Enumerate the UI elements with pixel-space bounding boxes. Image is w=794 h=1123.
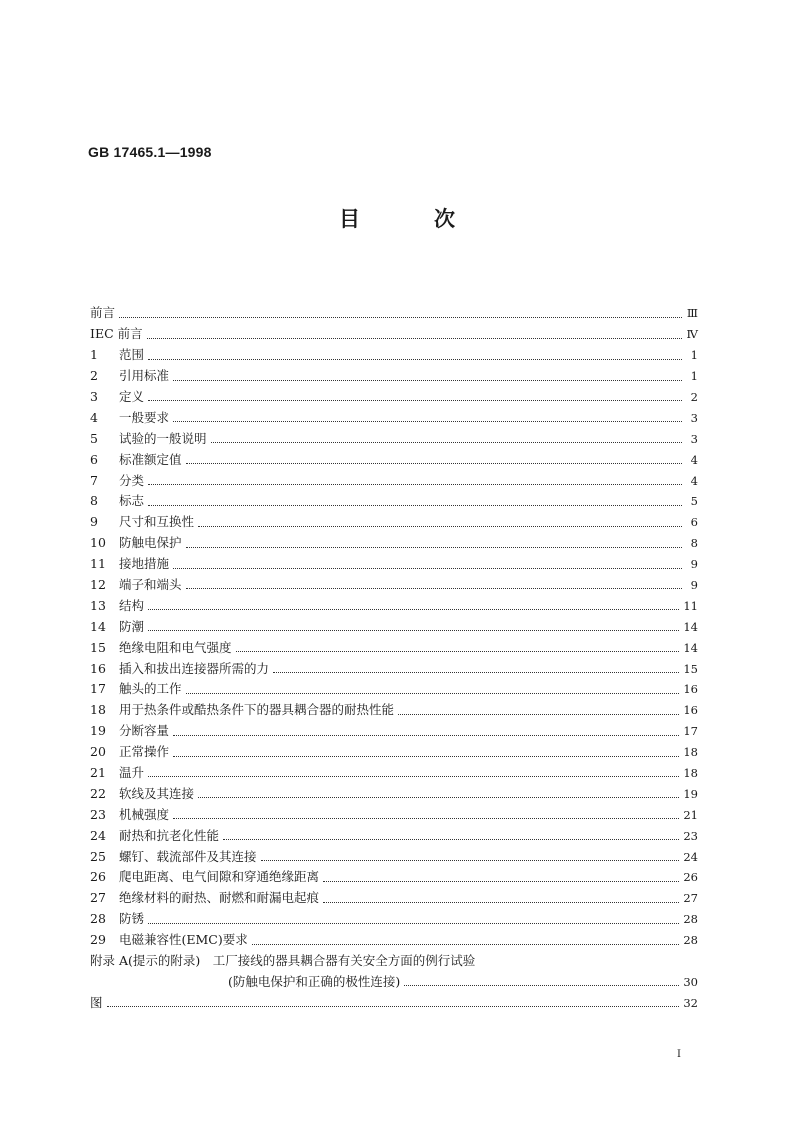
toc-entry-label: 结构 xyxy=(119,597,145,613)
page-title xyxy=(0,203,794,233)
leader-dots xyxy=(323,881,679,882)
toc-entry-number: 17 xyxy=(90,681,106,697)
toc-entry-page: 4 xyxy=(690,452,698,467)
toc-entry-label: 爬电距离、电气间隙和穿通绝缘距离 xyxy=(119,869,320,885)
toc-entry-number: 6 xyxy=(90,451,98,467)
toc-entry-number: 3 xyxy=(90,388,98,404)
toc-entry-page: 28 xyxy=(683,912,698,927)
toc-entry-label: 接地措施 xyxy=(119,556,170,572)
leader-dots xyxy=(404,985,679,986)
toc-entry-figures[interactable] xyxy=(90,988,698,1009)
toc-entry[interactable] xyxy=(90,738,698,759)
toc-entry-page: 18 xyxy=(683,765,698,780)
toc-entry-page: 15 xyxy=(683,661,698,676)
toc-entry[interactable] xyxy=(90,779,698,800)
toc-entry-page: 18 xyxy=(683,745,698,760)
toc-entry-number: 4 xyxy=(90,409,98,425)
toc-entry-page: 17 xyxy=(683,724,698,739)
toc-entry[interactable] xyxy=(90,842,698,863)
leader-dots xyxy=(398,714,679,715)
toc-entry[interactable] xyxy=(90,383,698,404)
toc-entry[interactable] xyxy=(90,884,698,905)
toc-entry[interactable] xyxy=(90,591,698,612)
toc-entry-label: 前言 xyxy=(90,305,116,321)
leader-dots xyxy=(173,380,682,381)
toc-entry[interactable] xyxy=(90,341,698,362)
toc-entry-number: 2 xyxy=(90,368,98,384)
leader-dots xyxy=(198,526,682,527)
toc-entry-appendix[interactable] xyxy=(90,947,698,968)
toc-entry-label: 分断容量 xyxy=(119,723,170,739)
toc-entry-label: 插入和拔出连接器所需的力 xyxy=(119,660,270,676)
toc-entry[interactable] xyxy=(90,696,698,717)
leader-dots xyxy=(148,484,682,485)
toc-entry-number: 14 xyxy=(90,618,106,634)
toc-entry-label: 引用标准 xyxy=(119,368,170,384)
title-char-2: 次 xyxy=(434,207,455,231)
toc-entry-label: 机械强度 xyxy=(119,806,170,822)
leader-dots xyxy=(186,463,682,464)
toc-entry-appendix-continuation[interactable] xyxy=(90,968,698,989)
toc-entry-page: 4 xyxy=(690,473,698,488)
toc-entry[interactable] xyxy=(90,800,698,821)
toc-entry-page: 11 xyxy=(683,598,698,613)
leader-dots xyxy=(173,568,682,569)
toc-entry-label: 耐热和抗老化性能 xyxy=(119,827,220,843)
toc-entry-number: 10 xyxy=(90,535,106,551)
toc-entry-page: 28 xyxy=(683,933,698,948)
toc-entry-page: 30 xyxy=(683,974,698,989)
toc-entry-label: 防潮 xyxy=(119,618,145,634)
leader-dots xyxy=(148,630,679,631)
leader-dots xyxy=(252,944,680,945)
toc-entry-page: 16 xyxy=(683,703,698,718)
toc-entry-page: 3 xyxy=(690,431,698,446)
toc-entry-page: 1 xyxy=(690,369,698,384)
toc-entry-page: 16 xyxy=(683,682,698,697)
toc-entry-page: 9 xyxy=(690,577,698,592)
toc-entry[interactable] xyxy=(90,529,698,550)
toc-entry-page: 14 xyxy=(683,619,698,634)
toc-entry-label: 标志 xyxy=(119,493,145,509)
leader-dots xyxy=(223,839,679,840)
toc-entry-number: 15 xyxy=(90,639,106,655)
toc-entry-label: 图 xyxy=(90,994,103,1010)
toc-entry-number: 26 xyxy=(90,869,106,885)
toc-entry-label: 绝缘电阻和电气强度 xyxy=(119,639,232,655)
leader-dots xyxy=(173,735,679,736)
toc-entry-number: 23 xyxy=(90,806,106,822)
page-number: I xyxy=(677,1049,681,1060)
toc-entry-page: 9 xyxy=(690,557,698,572)
toc-entry-number: 16 xyxy=(90,660,106,676)
toc-entry-number: 29 xyxy=(90,932,106,948)
leader-dots xyxy=(198,797,679,798)
toc-entry[interactable] xyxy=(90,863,698,884)
leader-dots xyxy=(186,693,680,694)
toc-entry-number: 24 xyxy=(90,827,106,843)
leader-dots xyxy=(186,588,682,589)
leader-dots xyxy=(148,400,682,401)
toc-entry-label: 一般要求 xyxy=(119,409,170,425)
toc-entry[interactable] xyxy=(90,821,698,842)
leader-dots xyxy=(148,359,682,360)
toc-entry-number: 18 xyxy=(90,702,106,718)
title-char-1: 目 xyxy=(339,207,360,231)
toc-entry[interactable] xyxy=(90,905,698,926)
toc-entry-number: 25 xyxy=(90,848,106,864)
leader-dots xyxy=(261,860,680,861)
leader-dots xyxy=(148,776,679,777)
toc-entry-number: 7 xyxy=(90,472,98,488)
leader-dots xyxy=(148,609,679,610)
toc-entry-page: 26 xyxy=(683,870,698,885)
leader-dots xyxy=(211,442,682,443)
toc-entry-page: 1 xyxy=(690,348,698,363)
toc-entry-page: Ⅲ xyxy=(686,306,698,321)
leader-dots xyxy=(186,547,682,548)
toc-entry-label: 端子和端头 xyxy=(119,576,182,592)
toc-entry-label: 触头的工作 xyxy=(119,681,182,697)
toc-entry[interactable] xyxy=(90,675,698,696)
toc-entry-label: 软线及其连接 xyxy=(119,785,195,801)
toc-entry-page: 19 xyxy=(683,786,698,801)
standard-code: GB 17465.1—1998 xyxy=(88,144,212,160)
leader-dots xyxy=(107,1006,680,1007)
toc-entry-label: 温升 xyxy=(119,764,145,780)
toc-entry-page: 23 xyxy=(683,828,698,843)
toc-entry-label: 附录 A(提示的附录) 工厂接线的器具耦合器有关安全方面的例行试验 xyxy=(90,953,476,968)
toc-entry[interactable] xyxy=(90,926,698,947)
leader-dots xyxy=(273,672,679,673)
toc-entry-label: 分类 xyxy=(119,472,145,488)
toc-entry-number: 20 xyxy=(90,744,106,760)
toc-entry[interactable] xyxy=(90,508,698,529)
table-of-contents xyxy=(90,299,698,1009)
toc-entry-page: 5 xyxy=(690,494,698,509)
toc-entry[interactable] xyxy=(90,445,698,466)
toc-entry-page: 2 xyxy=(690,389,698,404)
leader-dots xyxy=(323,902,679,903)
toc-entry-page: 8 xyxy=(690,536,698,551)
toc-entry-label: IEC 前言 xyxy=(90,326,143,342)
leader-dots xyxy=(173,818,679,819)
toc-entry-number: 27 xyxy=(90,890,106,906)
toc-entry-number: 22 xyxy=(90,785,106,801)
toc-entry-label: 标准额定值 xyxy=(119,451,182,467)
toc-entry[interactable] xyxy=(90,362,698,383)
toc-entry[interactable] xyxy=(90,424,698,445)
leader-dots xyxy=(119,317,682,318)
toc-entry[interactable] xyxy=(90,487,698,508)
toc-entry-label: 范围 xyxy=(119,347,145,363)
toc-entry[interactable] xyxy=(90,466,698,487)
leader-dots xyxy=(147,338,682,339)
toc-entry-number: 13 xyxy=(90,597,106,613)
leader-dots xyxy=(173,421,682,422)
leader-dots xyxy=(148,923,679,924)
toc-entry[interactable] xyxy=(90,759,698,780)
toc-entry[interactable] xyxy=(90,403,698,424)
toc-entry-page: Ⅳ xyxy=(686,327,698,342)
toc-entry[interactable] xyxy=(90,654,698,675)
toc-entry-label: 定义 xyxy=(119,388,145,404)
toc-entry-label: 防触电保护 xyxy=(119,535,182,551)
toc-entry[interactable] xyxy=(90,717,698,738)
toc-entry-label: 电磁兼容性(EMC)要求 xyxy=(119,932,248,948)
leader-dots xyxy=(148,505,682,506)
toc-entry-label: (防触电保护和正确的极性连接) xyxy=(228,973,401,989)
toc-entry-label: 试验的一般说明 xyxy=(119,430,207,446)
toc-entry-page: 21 xyxy=(683,807,698,822)
toc-entry-label: 防锈 xyxy=(119,911,145,927)
leader-dots xyxy=(236,651,680,652)
toc-entry[interactable] xyxy=(90,571,698,592)
toc-entry-page: 27 xyxy=(683,891,698,906)
toc-entry[interactable] xyxy=(90,299,698,320)
toc-entry-label: 用于热条件或酷热条件下的器具耦合器的耐热性能 xyxy=(119,702,395,718)
toc-entry-label: 正常操作 xyxy=(119,744,170,760)
toc-entry-number: 19 xyxy=(90,723,106,739)
toc-entry[interactable] xyxy=(90,633,698,654)
toc-entry-number: 21 xyxy=(90,764,106,780)
toc-entry-page: 3 xyxy=(690,410,698,425)
toc-entry-number: 8 xyxy=(90,493,98,509)
toc-entry[interactable] xyxy=(90,612,698,633)
toc-entry-number: 9 xyxy=(90,514,98,530)
toc-entry-page: 6 xyxy=(690,515,698,530)
toc-entry-number: 28 xyxy=(90,911,106,927)
toc-entry-number: 1 xyxy=(90,347,98,363)
toc-entry-label: 绝缘材料的耐热、耐燃和耐漏电起痕 xyxy=(119,890,320,906)
toc-entry-label: 尺寸和互换性 xyxy=(119,514,195,530)
toc-entry-number: 11 xyxy=(90,556,106,572)
toc-entry[interactable] xyxy=(90,320,698,341)
toc-entry-page: 32 xyxy=(683,995,698,1010)
toc-entry-number: 12 xyxy=(90,576,106,592)
toc-entry[interactable] xyxy=(90,550,698,571)
toc-entry-label: 螺钉、载流部件及其连接 xyxy=(119,848,257,864)
toc-entry-page: 14 xyxy=(683,640,698,655)
toc-entry-page: 24 xyxy=(683,849,698,864)
toc-entry-number: 5 xyxy=(90,430,98,446)
leader-dots xyxy=(173,756,679,757)
